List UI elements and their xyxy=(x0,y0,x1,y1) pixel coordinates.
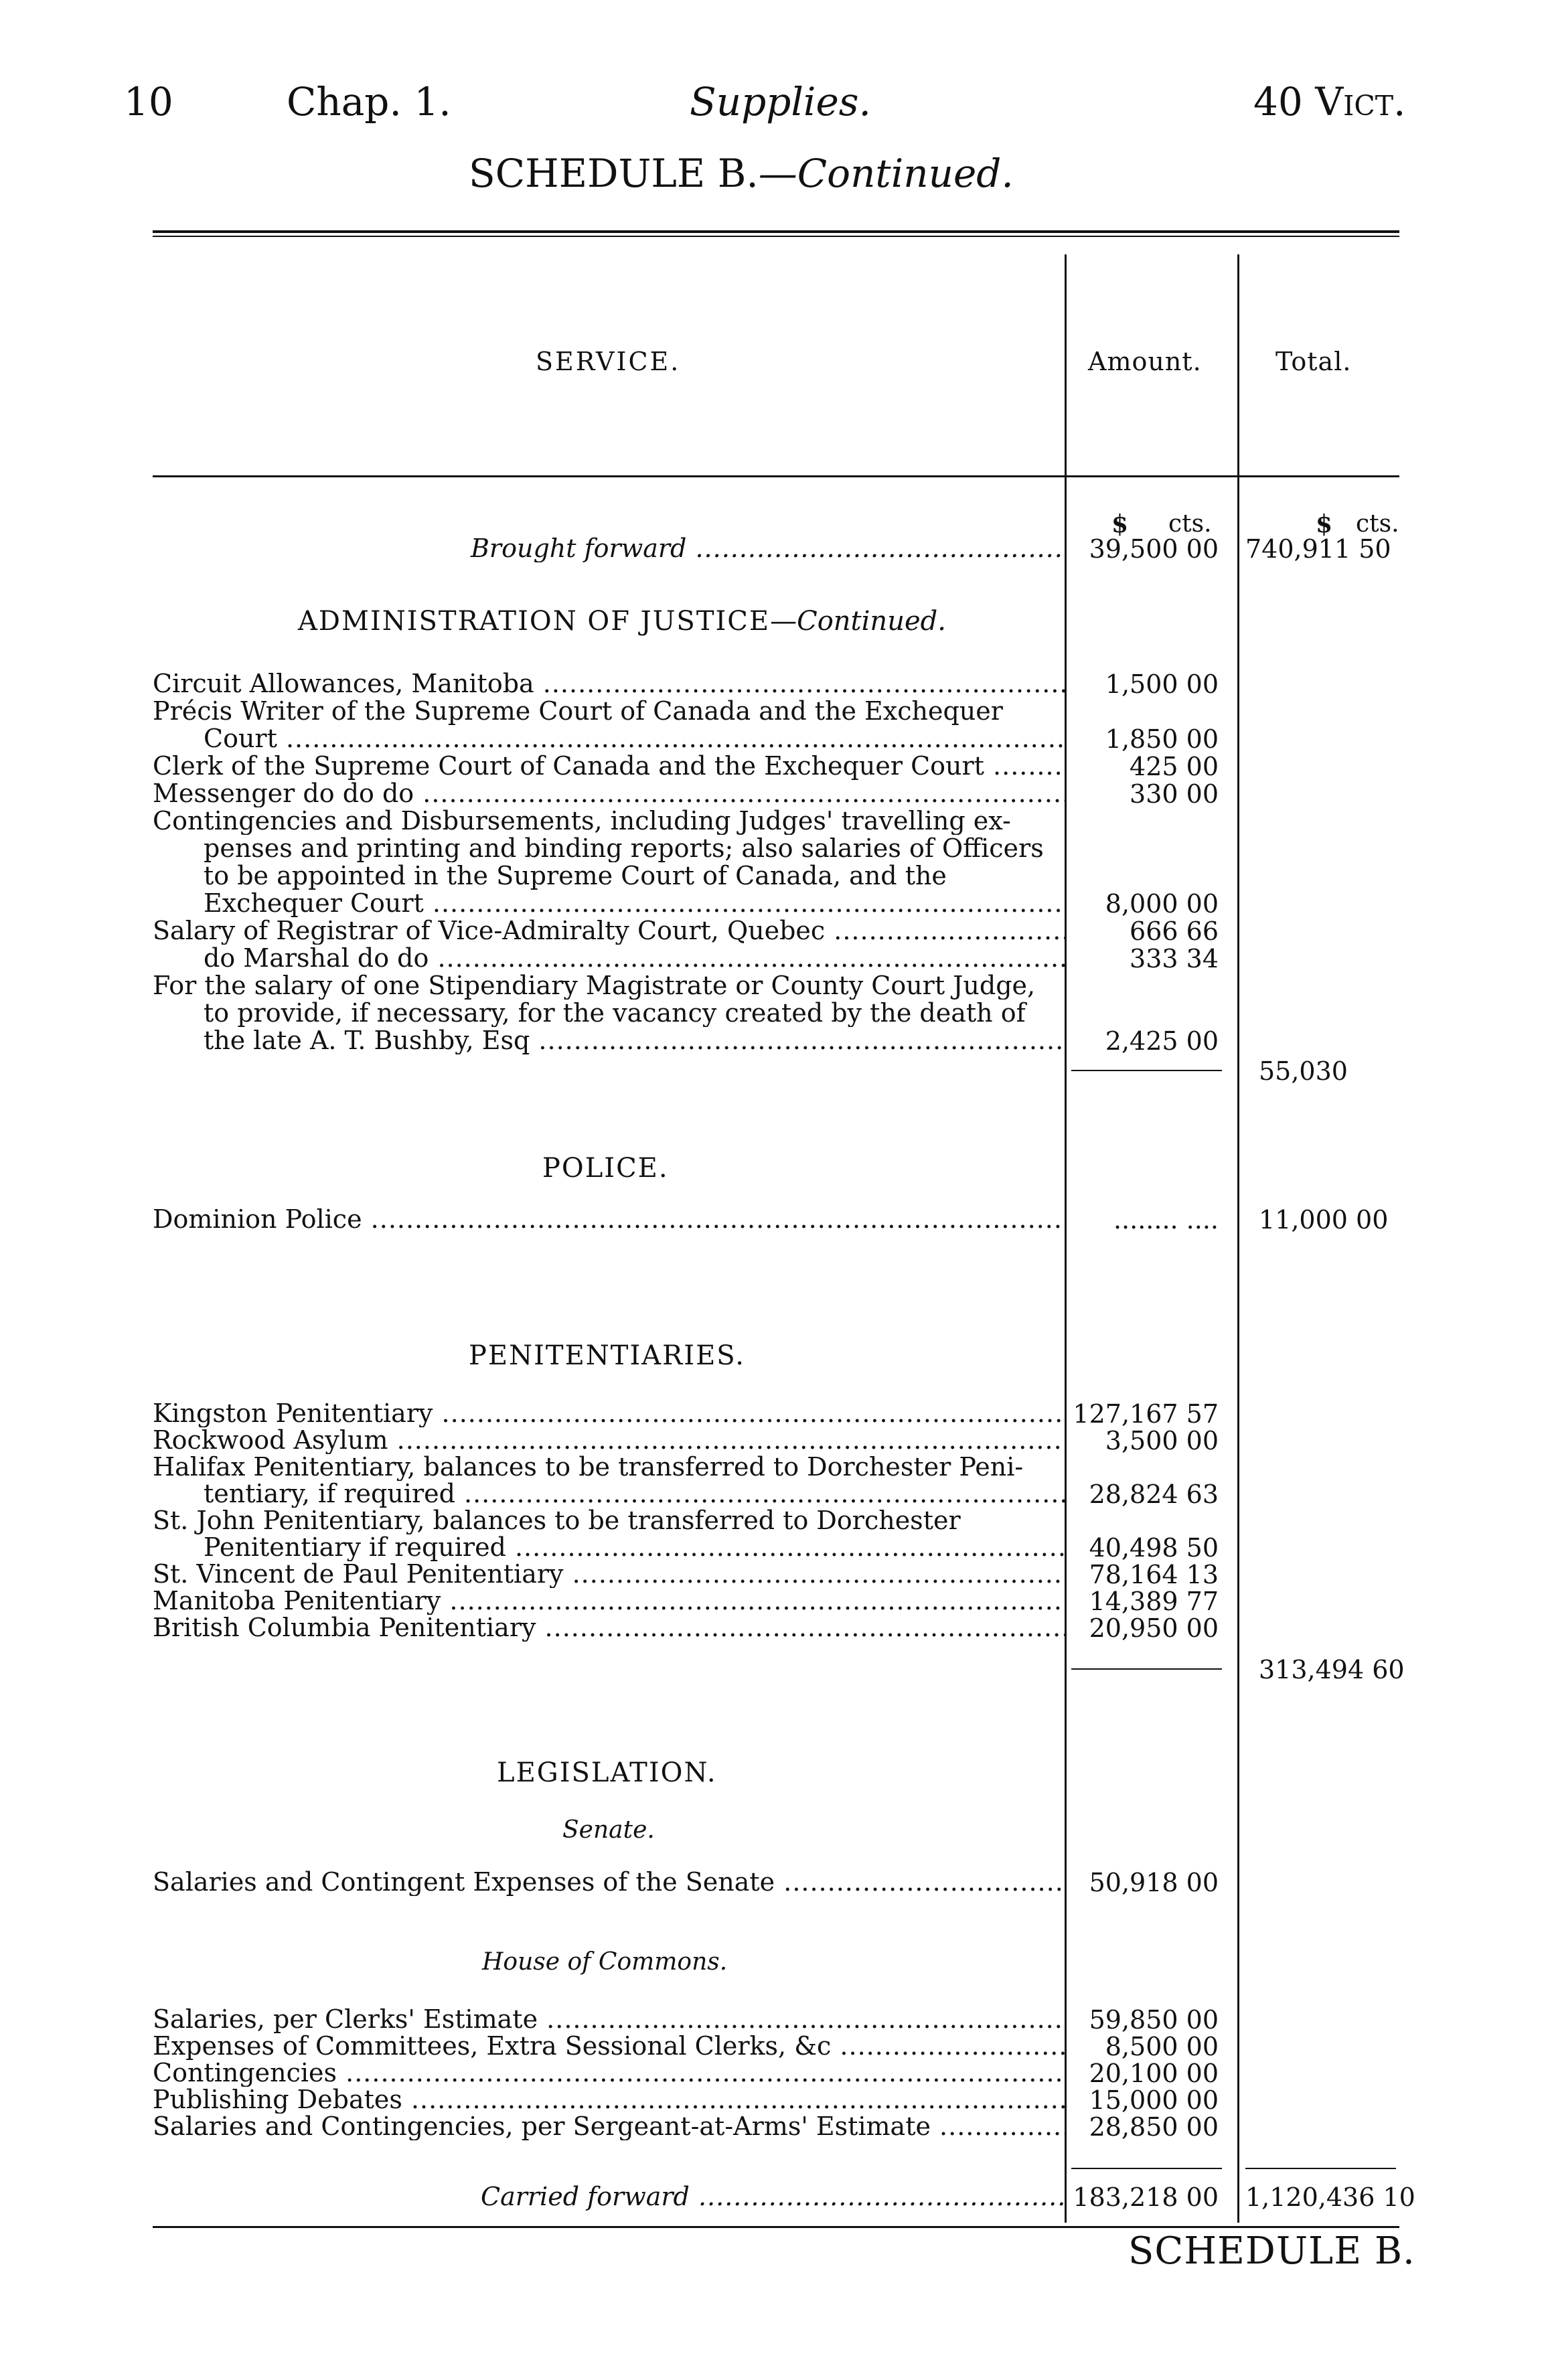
penitentiaries-total: 313,494 60 xyxy=(1259,1655,1405,1684)
column-header-amount: Amount. xyxy=(1088,347,1202,376)
penitentiary-row-text: Halifax Penitentiary, balances to be transferred to Dorchester Peni- xyxy=(153,1453,1024,1481)
admin-justice-row xyxy=(153,971,1065,1000)
amount-dollar-sign: $ xyxy=(1111,510,1129,538)
commons-row xyxy=(153,2005,1065,2033)
admin-justice-row-amount: 8,000 00 xyxy=(1105,889,1219,919)
amount-cents-label: cts. xyxy=(1168,510,1212,538)
total-cents-label: cts. xyxy=(1356,510,1399,538)
brought-forward-total: 740,911 50 xyxy=(1245,534,1391,564)
police-amount: ........ .... xyxy=(1113,1205,1219,1235)
commons-row xyxy=(153,2059,1065,2087)
penitentiary-row xyxy=(153,1560,1065,1588)
admin-justice-row-text: Contingencies and Disbursements, including Judges' travelling ex- xyxy=(153,807,1011,835)
admin-justice-row-text: Court ..... xyxy=(153,724,1065,752)
penitentiary-row-amount: 14,389 77 xyxy=(1089,1587,1219,1616)
admin-justice-row xyxy=(153,669,1065,698)
brought-forward-amount: 39,500 00 xyxy=(1089,534,1219,564)
regnal-year: 40 Vict. xyxy=(1253,79,1406,125)
section-heading-police: POLICE. xyxy=(542,1153,669,1184)
penitentiary-row-text: St. Vincent de Paul Penitentiary ..... xyxy=(153,1560,1065,1588)
carried-forward-total: 1,120,436 10 xyxy=(1245,2183,1415,2212)
admin-justice-row xyxy=(153,862,1065,890)
admin-justice-row-text: the late A. T. Bushby, Esq ..... xyxy=(153,1026,1065,1054)
police-label: Dominion Police ..... xyxy=(153,1205,1065,1233)
carried-forward-row xyxy=(153,2183,1065,2211)
total-dollar-sign: $ xyxy=(1316,510,1333,538)
subheading-senate: Senate. xyxy=(562,1816,655,1844)
admin-justice-row xyxy=(153,1026,1065,1054)
penitentiary-row-amount: 40,498 50 xyxy=(1089,1533,1219,1563)
admin-justice-row xyxy=(153,917,1065,945)
penitentiary-row-text: Kingston Penitentiary ..... xyxy=(153,1399,1065,1427)
carried-subtotal-rule xyxy=(1071,2168,1222,2169)
police-row xyxy=(153,1205,1065,1233)
admin-justice-row-text: Salary of Registrar of Vice-Admiralty Court, Quebec ..... xyxy=(153,917,1065,945)
senate-label: Salaries and Contingent Expenses of the Senate ..... xyxy=(153,1868,1065,1896)
subject-label: Supplies. xyxy=(690,79,871,125)
carried-forward-amount: 183,218 00 xyxy=(1073,2183,1219,2212)
commons-row-amount: 20,100 00 xyxy=(1089,2059,1219,2088)
admin-justice-row xyxy=(153,999,1065,1027)
admin-justice-row-amount: 333 34 xyxy=(1130,944,1219,973)
penitentiary-row xyxy=(153,1480,1065,1508)
admin-justice-row-amount: 330 00 xyxy=(1130,779,1219,809)
admin-subtotal-rule xyxy=(1071,1070,1222,1071)
top-rule-thin xyxy=(153,236,1399,237)
admin-justice-row-amount: 2,425 00 xyxy=(1105,1026,1219,1056)
admin-justice-row-text: Messenger do do do ..... xyxy=(153,779,1065,807)
admin-justice-row-amount: 1,500 00 xyxy=(1105,669,1219,699)
admin-justice-row-text: Circuit Allowances, Manitoba ..... xyxy=(153,669,1065,698)
header-rule xyxy=(153,475,1399,477)
amount-column-rule xyxy=(1065,254,1067,2223)
section-heading-legislation: LEGISLATION. xyxy=(497,1757,717,1788)
admin-justice-row xyxy=(153,697,1065,725)
penitentiary-row-text: St. John Penitentiary, balances to be transferred to Dorchester xyxy=(153,1506,961,1534)
total-column-rule xyxy=(1237,254,1239,2223)
carried-total-rule xyxy=(1245,2168,1396,2169)
commons-row xyxy=(153,2085,1065,2114)
penitentiary-row-amount: 78,164 13 xyxy=(1089,1560,1219,1589)
admin-justice-row-text: Exchequer Court ..... xyxy=(153,889,1065,917)
section-heading-penitentiaries: PENITENTIARIES. xyxy=(469,1340,745,1371)
penitentiary-row xyxy=(153,1453,1065,1481)
page-number: 10 xyxy=(124,79,173,125)
penitentiary-row-text: tentiary, if required ..... xyxy=(153,1480,1065,1508)
admin-justice-row xyxy=(153,944,1065,972)
penitentiary-row-text: Penitentiary if required ..... xyxy=(153,1533,1065,1561)
admin-justice-row-text: to be appointed in the Supreme Court of Canada, and the xyxy=(204,862,947,890)
brought-forward-row xyxy=(153,534,1065,562)
admin-justice-row-text: Précis Writer of the Supreme Court of Canada and the Exchequer xyxy=(153,697,1003,725)
carried-forward-label: Carried forward ..... xyxy=(153,2183,1065,2211)
brought-forward-label: Brought forward ..... xyxy=(153,534,1065,562)
commons-row-text: Expenses of Committees, Extra Sessional Clerks, &c ..... xyxy=(153,2032,1065,2060)
admin-justice-row-text: For the salary of one Stipendiary Magistrate or County Court Judge, xyxy=(153,971,1036,1000)
commons-row-text: Salaries, per Clerks' Estimate ..... xyxy=(153,2005,1065,2033)
admin-justice-row-text: Clerk of the Supreme Court of Canada and the Exchequer Court ..... xyxy=(153,752,1065,780)
chapter-label: Chap. 1. xyxy=(287,79,451,125)
admin-justice-row-text: to provide, if necessary, for the vacancy created by the death of xyxy=(204,999,1026,1027)
commons-row-amount: 28,850 00 xyxy=(1089,2112,1219,2142)
commons-row xyxy=(153,2032,1065,2060)
penitentiary-row-text: Manitoba Penitentiary ..... xyxy=(153,1587,1065,1615)
admin-justice-row-amount: 425 00 xyxy=(1130,752,1219,781)
commons-row-text: Salaries and Contingencies, per Sergeant-at-Arms' Estimate ..... xyxy=(153,2112,1065,2140)
senate-amount: 50,918 00 xyxy=(1089,1868,1219,1897)
commons-row xyxy=(153,2112,1065,2140)
admin-justice-row-text: penses and printing and binding reports; also salaries of Officers xyxy=(204,834,1044,862)
penitentiary-row-text: Rockwood Asylum ..... xyxy=(153,1426,1065,1454)
admin-justice-row-amount: 1,850 00 xyxy=(1105,724,1219,754)
top-rule xyxy=(153,230,1399,233)
penitentiary-row xyxy=(153,1613,1065,1642)
admin-justice-row xyxy=(153,779,1065,807)
penitentiary-row xyxy=(153,1533,1065,1561)
section-heading-admin-justice: ADMINISTRATION OF JUSTICE—Continued. xyxy=(298,606,946,637)
catchword-footer: SCHEDULE B. xyxy=(1128,2229,1415,2273)
schedule-title: SCHEDULE B.—Continued. xyxy=(469,151,1014,196)
penitentiary-row-amount: 3,500 00 xyxy=(1105,1426,1219,1455)
admin-justice-row xyxy=(153,807,1065,835)
column-header-total: Total. xyxy=(1276,347,1352,376)
commons-row-text: Contingencies ..... xyxy=(153,2059,1065,2087)
commons-row-amount: 15,000 00 xyxy=(1089,2085,1219,2115)
penitentiary-row xyxy=(153,1399,1065,1427)
subheading-house-of-commons: House of Commons. xyxy=(482,1948,728,1976)
police-total: 11,000 00 xyxy=(1259,1205,1389,1235)
penitentiary-row-amount: 20,950 00 xyxy=(1089,1613,1219,1643)
commons-row-amount: 8,500 00 xyxy=(1105,2032,1219,2061)
penitentiary-row xyxy=(153,1426,1065,1454)
commons-row-amount: 59,850 00 xyxy=(1089,2005,1219,2035)
penitentiary-row-text: British Columbia Penitentiary ..... xyxy=(153,1613,1065,1642)
admin-justice-row xyxy=(153,724,1065,752)
admin-justice-row xyxy=(153,752,1065,780)
penitentiary-row xyxy=(153,1506,1065,1534)
admin-justice-row-amount: 666 66 xyxy=(1130,917,1219,946)
senate-row xyxy=(153,1868,1065,1896)
admin-justice-row xyxy=(153,889,1065,917)
admin-justice-total: 55,030 xyxy=(1259,1056,1348,1086)
penitentiary-row xyxy=(153,1587,1065,1615)
bottom-rule xyxy=(153,2226,1399,2228)
column-header-service: SERVICE. xyxy=(536,347,681,376)
admin-justice-row-text: do Marshal do do ..... xyxy=(153,944,1065,972)
penitentiaries-subtotal-rule xyxy=(1071,1668,1222,1670)
penitentiary-row-amount: 28,824 63 xyxy=(1089,1480,1219,1509)
penitentiary-row-amount: 127,167 57 xyxy=(1073,1399,1219,1429)
commons-row-text: Publishing Debates ..... xyxy=(153,2085,1065,2114)
admin-justice-row xyxy=(153,834,1065,862)
